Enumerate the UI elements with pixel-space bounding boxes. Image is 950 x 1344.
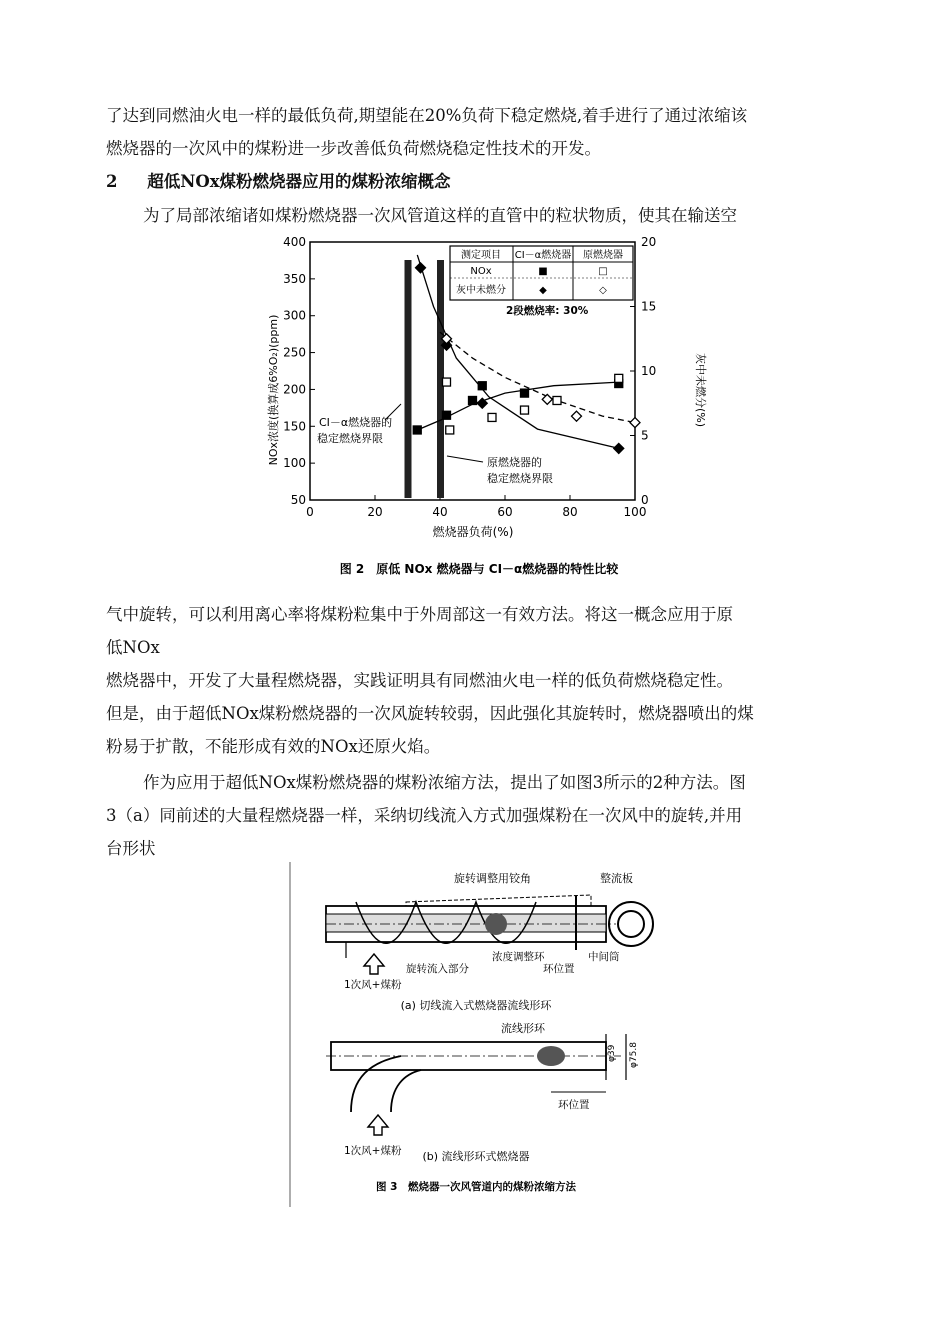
annotation-ci-limit-line2: 稳定燃烧界限: [317, 432, 383, 445]
burner-b-inflow-arrow-icon: [368, 1115, 388, 1135]
y2-tick-label: 15: [641, 299, 657, 314]
burner-b-streamlined-ring: [537, 1046, 565, 1066]
paragraph-4-line-2: 3（a）同前述的大量程燃烧器一样，采纳切线流入方式加强煤粉在一次风中的旋转,并用: [106, 806, 743, 825]
y-tick-label: 350: [283, 271, 306, 286]
paragraph-3-line-4: 但是，由于超低NOx煤粉燃烧器的一次风旋转较弱，因此强化其旋转时，燃烧器喷出的煤: [106, 704, 754, 723]
series-0-point: [478, 382, 486, 390]
series-3-point: [630, 418, 640, 428]
legend-row-ash: 灰中未燃分: [456, 285, 506, 296]
figure-3-caption: 图 3 燃烧器一次风管道内的煤粉浓缩方法: [376, 1181, 576, 1193]
paragraph-1-line-2: 燃烧器的一次风中的煤粉进一步改善低负荷燃烧稳定性技术的开发。: [106, 139, 601, 158]
y-tick-label: 150: [283, 419, 306, 434]
burner-a-end-view-inner: [618, 911, 644, 937]
figure-2-caption: 图 2 原低 NOx 燃烧器与 CI－α燃烧器的特性比较: [339, 562, 619, 576]
paragraph-2-line-1: 为了局部浓缩诸如煤粉燃烧器一次风管道这样的直管中的粒状物质，使其在输送空: [143, 206, 737, 225]
y2-tick-label: 10: [641, 364, 657, 378]
label-swirl-inflow: 旋转流入部分: [406, 963, 469, 975]
x-tick-label: 40: [432, 505, 448, 519]
annotation-ci-arrow: [385, 404, 401, 420]
series-0-point: [521, 389, 529, 397]
y-tick-label: 400: [283, 235, 306, 249]
label-middle-tube: 中间筒: [588, 951, 620, 963]
x-tick-label: 60: [497, 505, 513, 519]
series-2-point: [614, 443, 624, 453]
series-0-point: [443, 411, 451, 419]
burner-a-guide-vane: [406, 895, 591, 906]
y-tick-label: 300: [283, 308, 306, 323]
y-tick-label: 250: [283, 345, 306, 360]
label-ring-position-a: 环位置: [543, 963, 575, 975]
legend-header-orig: 原燃烧器: [583, 250, 623, 261]
series-0-point: [469, 396, 477, 404]
legend-symbol-orig-ash: ◇: [599, 285, 607, 296]
caption-a: (a) 切线流入式燃烧器流线形环: [400, 999, 552, 1012]
x-tick-label: 0: [306, 505, 314, 519]
series-3-point: [572, 411, 582, 421]
y2-tick-label: 20: [641, 235, 657, 249]
annotation-orig-limit-line1: 原燃烧器的: [487, 456, 542, 469]
burner-b-drawing: [326, 1034, 626, 1135]
paragraph-3-line-2: 低NOx: [106, 638, 160, 657]
figure-3: [286, 862, 666, 1212]
section-heading: [106, 168, 451, 192]
paragraph-3-line-3: 燃烧器中，开发了大量程燃烧器，实践证明具有同燃油火电一样的低负荷燃烧稳定性。: [106, 671, 733, 690]
paragraph-4-line-3: 台形状: [106, 839, 156, 858]
annotation-ci-limit-line1: CI－α燃烧器的: [319, 416, 393, 429]
label-primary-air-b: 1次风+煤粉: [344, 1145, 402, 1157]
y-tick-label: 50: [290, 493, 306, 507]
legend-symbol-ci-nox: ■: [538, 266, 548, 277]
x-tick-label: 20: [367, 505, 383, 519]
figure-2: [255, 230, 715, 590]
series-1-point: [615, 374, 623, 382]
x-tick-label: 80: [562, 505, 578, 519]
stage-combustion-note: 2段燃烧率: 30%: [506, 305, 589, 317]
y-axis-right-label: 灰中未燃分(%): [694, 352, 707, 428]
burner-a-inflow-arrow-icon: [364, 954, 384, 974]
x-axis-label: 燃烧器负荷(%): [432, 525, 514, 539]
series-3-point: [542, 394, 552, 404]
section-title: 超低NOx煤粉燃烧器应用的煤粉浓缩概念: [147, 172, 451, 191]
figure-3-diagram: [286, 862, 666, 1212]
x-tick-label: 100: [623, 505, 647, 519]
series-1-point: [446, 426, 454, 434]
label-concentration-ring: 浓度调整环: [492, 951, 545, 963]
label-primary-air-a: 1次风+煤粉: [344, 979, 402, 991]
legend-symbol-orig-nox: □: [598, 266, 608, 277]
label-diameter-75-8: φ75.8: [629, 1042, 639, 1068]
paragraph-4-line-1: 作为应用于超低NOx煤粉燃烧器的煤粉浓缩方法，提出了如图3所示的2种方法。图: [143, 773, 746, 792]
series-2-point: [416, 263, 426, 273]
annotation-orig-limit-line2: 稳定燃烧界限: [487, 472, 553, 485]
series-1-point: [553, 396, 561, 404]
label-streamline-ring: 流线形环: [501, 1022, 545, 1035]
annotation-orig-arrow: [447, 456, 483, 462]
legend-header-ci: CI－α燃烧器: [514, 250, 572, 261]
label-ring-position-b: 环位置: [558, 1099, 590, 1111]
series-1-point: [443, 378, 451, 386]
burner-b-elbow-outer: [391, 1070, 421, 1112]
label-rectifier-plate: 整流板: [600, 872, 633, 885]
legend-header-item: 测定项目: [461, 250, 501, 261]
curve-original-ash: [440, 332, 635, 422]
caption-b: (b) 流线形环式燃烧器: [422, 1150, 530, 1163]
paragraph-3-line-5: 粉易于扩散，不能形成有效的NOx还原火焰。: [106, 737, 441, 756]
series-0-point: [413, 426, 421, 434]
legend-symbol-ci-ash: ◆: [539, 285, 547, 296]
section-number: 2: [106, 172, 118, 191]
y2-tick-label: 0: [641, 493, 649, 507]
legend-row-nox: NOx: [470, 266, 492, 277]
label-diameter-39: φ39: [607, 1044, 617, 1062]
legend-table: [450, 246, 633, 300]
ci-alpha-stable-limit-band: [405, 260, 412, 498]
figure-2-chart: [255, 230, 715, 590]
label-swirl-angle: 旋转调整用铰角: [454, 872, 531, 885]
curve-ci-nox: [417, 382, 619, 430]
burner-b-elbow-inner: [351, 1056, 401, 1112]
y-tick-label: 100: [283, 456, 306, 471]
paragraph-1-line-1: 了达到同燃油火电一样的最低负荷,期望能在20%负荷下稳定燃烧,着手进行了通过浓缩该: [106, 106, 748, 125]
y-axis-left-label: NOx浓度(换算成6%O₂)(ppm): [267, 314, 280, 466]
y-tick-label: 200: [283, 382, 306, 397]
y2-tick-label: 5: [641, 428, 649, 443]
paragraph-3-line-1: 气中旋转，可以利用离心率将煤粉粒集中于外周部这一有效方法。将这一概念应用于原: [106, 605, 733, 624]
series-1-point: [488, 413, 496, 421]
burner-a-concentration-ring: [485, 913, 507, 935]
series-1-point: [521, 406, 529, 414]
